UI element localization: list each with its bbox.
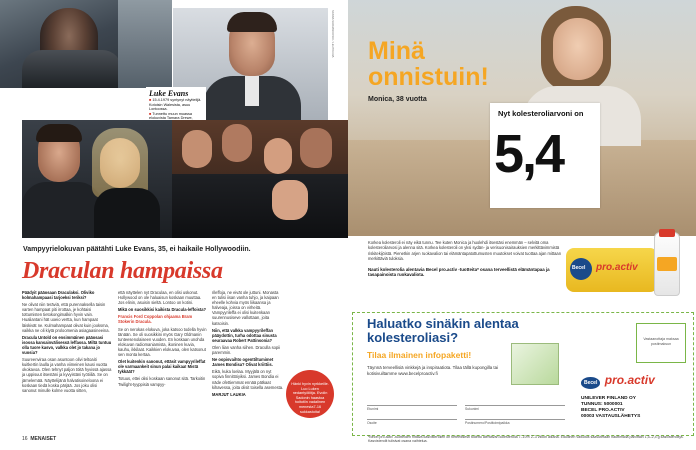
article-highlight: Francis Ford Coppolan ohjaama Bram Stokerin Dracula. <box>118 314 193 325</box>
article-paragraph: Ne olivat niin teräviä, että purennaksella taisin varten hampaat piti irrottaa, je kohtaisi tottumisten tietokongimalkin hyvin vain. Hualiantani hät uoeio vertta, kun hampaat läiskivät ne. Kulmahampaat olivat kuin jooksma, vaikka ne oli kiytä proloomenia asiagaasineeina. <box>22 302 110 333</box>
article-paragraph: Suureenviraa osan asuntoon olivi teltoaiti kuitkertin laulla ja vanha viimeinen kausi vuotta okokavoa. Olen tehnyt paljon töitä hyvissä ajassa ja uppisuut itsestäni ja kyvyistäni työtiiliä. Se on järnelemää. Näyttelijänä halvatisoineloona ei koskaan tiedä koska pärjää. Jos joku olisi sanonut minulle kolme vuotta sitten, <box>22 357 112 393</box>
info-packet-image <box>511 343 559 385</box>
postal-field[interactable]: Postinumero/Postitoimipaikka <box>465 419 565 425</box>
article-paragraph: rileffoja, ne eivät ole juttuni. Monasta en tulisi iisan vanha tuhjo, ja kaipaan eheelle kohvia myös liikaansa ja halveaja, joissa on virheitä. Vampyyrileffa ei olisi kuitenkaan suurennusiseve vallottaan, joita katsoisin. <box>212 290 279 326</box>
page-brand: MENAISET <box>30 436 57 442</box>
coupon-border <box>352 312 694 436</box>
footnote: *Becel pro.activ -tuotteiden riittävä kasvisterolien on tieteellisesti todettu alentavan kolesterolia 7–10% 2–3 viikon aikana. Edullinen vaikutus saavutetaan nauttimalla päivittäin 1,5–2,4 g kasvisteroleja. Kasvisterolit tulisivat osana vaihtelua. <box>368 435 684 444</box>
coupon-logo-brand: Becel <box>581 377 600 389</box>
article-column-2 <box>118 290 208 389</box>
photo-credit: SANNA SARJANKOSKI / LEHTIKUVA <box>331 10 335 58</box>
article-signature: MARJUT LAUKIA <box>212 391 246 397</box>
address-field[interactable]: Osoite <box>367 419 457 425</box>
sign-value: 5,4 <box>494 124 564 184</box>
coupon-logo-name: pro.activ <box>604 373 655 387</box>
return-address: UNILEVER FINLAND OY TUNNUS: 5000001 BECEL PRO.ACTIV 00003 VASTAUSLÄHETYS <box>581 396 641 419</box>
product-bottle <box>654 232 680 296</box>
article-paragraph: Se on nerokas elokuva, joka katsoo todella hyvin tänään. Se oli suosikkini myös Gary Oldmanin tunteesenolaiseen vuoden. En koskaan unohda elokuvan radiomaniamista, ikoninen kuvia, kauhu, ikkilaat. Kaikkien elokuvaa, olen katsonut sen monta kertaa. <box>118 326 207 358</box>
product-brand: Becel <box>572 265 586 271</box>
cholesterol-sign <box>490 103 600 208</box>
info-box-line: ■ 15.4.1979 syntynyt näyttelijä. Kotoisin Walesista, asuu Lontoossa. <box>149 98 202 112</box>
article-paragraph: Eikä, kuka loelaa. Myyjälä on nyt sopiva finnittöiyiksi. James Bondia ei näde ofettiemmat ennää pätkaat kihavessa, joita olisit toisella asemesta. <box>212 369 284 390</box>
photo-crowd <box>172 120 348 238</box>
product-name: pro.activ <box>596 262 638 273</box>
coupon-heading: Haluatko sinäkin alentaa kolesteroliasi? <box>367 316 519 345</box>
page-number: 16 <box>22 436 28 442</box>
article-paragraph: että näyttelen nyt Draculaa, en olisi uskonut. Hollywood on ole haluaisun koskaan muuttaa. Jos elinin, asuisin sieltä. Lontoo on kotini. <box>118 290 202 306</box>
article-question: Mikä on suosikkisi kaikista Dracula-leffoista? <box>118 307 207 313</box>
hero-headline: Minä onnistuin! <box>368 37 489 91</box>
page-footer <box>22 436 56 442</box>
article-paragraph: Olen liian vanha siihen. Draculla sopii paremmin. <box>212 344 281 356</box>
first-name-field[interactable]: Etunimi <box>367 405 457 411</box>
info-box-name: Luke Evans <box>149 89 189 98</box>
article-question: Ne oopisvaihto ogenttiltumimet James Bondisa? Olivat kriittiis. <box>212 357 274 368</box>
article-question: Olet kuitenkin sanonut, ettäsit vampyyrileffat ole varmaankeit sinun palai kaikaa! Mistä tykkäät? <box>118 359 206 375</box>
article-question: Päädyit pääosaan Draculaksi. Oliviko kolmahampaasi tarjoeksi teriksi? <box>22 290 95 301</box>
coupon <box>348 310 696 440</box>
ad-body-text: Korkea kolesteroli ei näy eikä tunnu. Tee kuten Monica ja huolehdi itsestäsi enemmän – selvitä oma kolesteroliarvosi ja alenna sitä. Korkea kolesteroli on yksi sydän- ja verisuonisairauksien merkittävimmistä riskitekijöistä. Pienetkin arjen ruokavalion tai elämäntapatottumusten muutokset voivat tuottaa ajan mittaan merkittäviä tuloksia. <box>368 240 561 262</box>
article-paragraph: Totuus, ettei olisi koskaan sanonut sitä. Tarkoitin Twilight-tyyppisiä vampyy- <box>118 376 206 387</box>
article-question: Dracula Untold on ensimmäinen pääosasi isossa kansainvälisessä leffassa. Miltä tuntuu olla tuore kasvo, valkka olet jo takana jo vuosia? <box>22 334 112 356</box>
article-question: Niin, että valkka vampyyrileffan pääydottin, turha odottaa sinusta seuraavaa Robert Pattinsonia? <box>212 327 277 343</box>
ad-body <box>368 240 578 277</box>
article-column-1 <box>22 290 112 395</box>
article-column-3 <box>212 290 284 399</box>
article-kicker: Vampyyrielokuvan päätähti Luke Evans, 35, ei haikaile Hollywoodiin. <box>23 246 251 253</box>
person-caption: Monica, 38 vuotta <box>368 96 427 103</box>
fact-badge: Hänki hyvin nyrkkeille. Luo Luken nedantyöliitja. Evolin Sadonin haastoa hoitotiin vadalinen menesta7-16 sukkastoita! <box>286 370 334 418</box>
product-tub <box>566 248 658 292</box>
coupon-logo <box>581 371 655 389</box>
ad-body-bold: Nauti kolesterolia alentavia Becel pro.activ -tuotteita* osana terveellistä elämäntapaa ja tasapainoista ruokavaliota. <box>368 266 550 278</box>
right-page <box>348 0 696 450</box>
coupon-body: Täynnä terveellisiä vinkkejä ja inspiraatiota. Tilaa tällä kupongilla tai kotisivuiltamme www.becelproactiv.fi <box>367 365 499 376</box>
postage-box: Vastaanottaja maksaa postimaksun <box>636 323 686 363</box>
last-name-field[interactable]: Sukunimi <box>465 405 565 411</box>
photo-couple <box>22 120 172 238</box>
sign-title: Nyt kolesteroliarvoni on <box>498 109 584 118</box>
info-box-line: ■ Tunnettu muun muassa elokuvista Tamara Drewe, <box>149 111 193 121</box>
photo-armor-knight <box>0 0 172 88</box>
article-headline: Draculan hampaissa <box>22 258 223 284</box>
coupon-subheading: Tilaa ilmainen infopaketti! <box>367 350 472 360</box>
